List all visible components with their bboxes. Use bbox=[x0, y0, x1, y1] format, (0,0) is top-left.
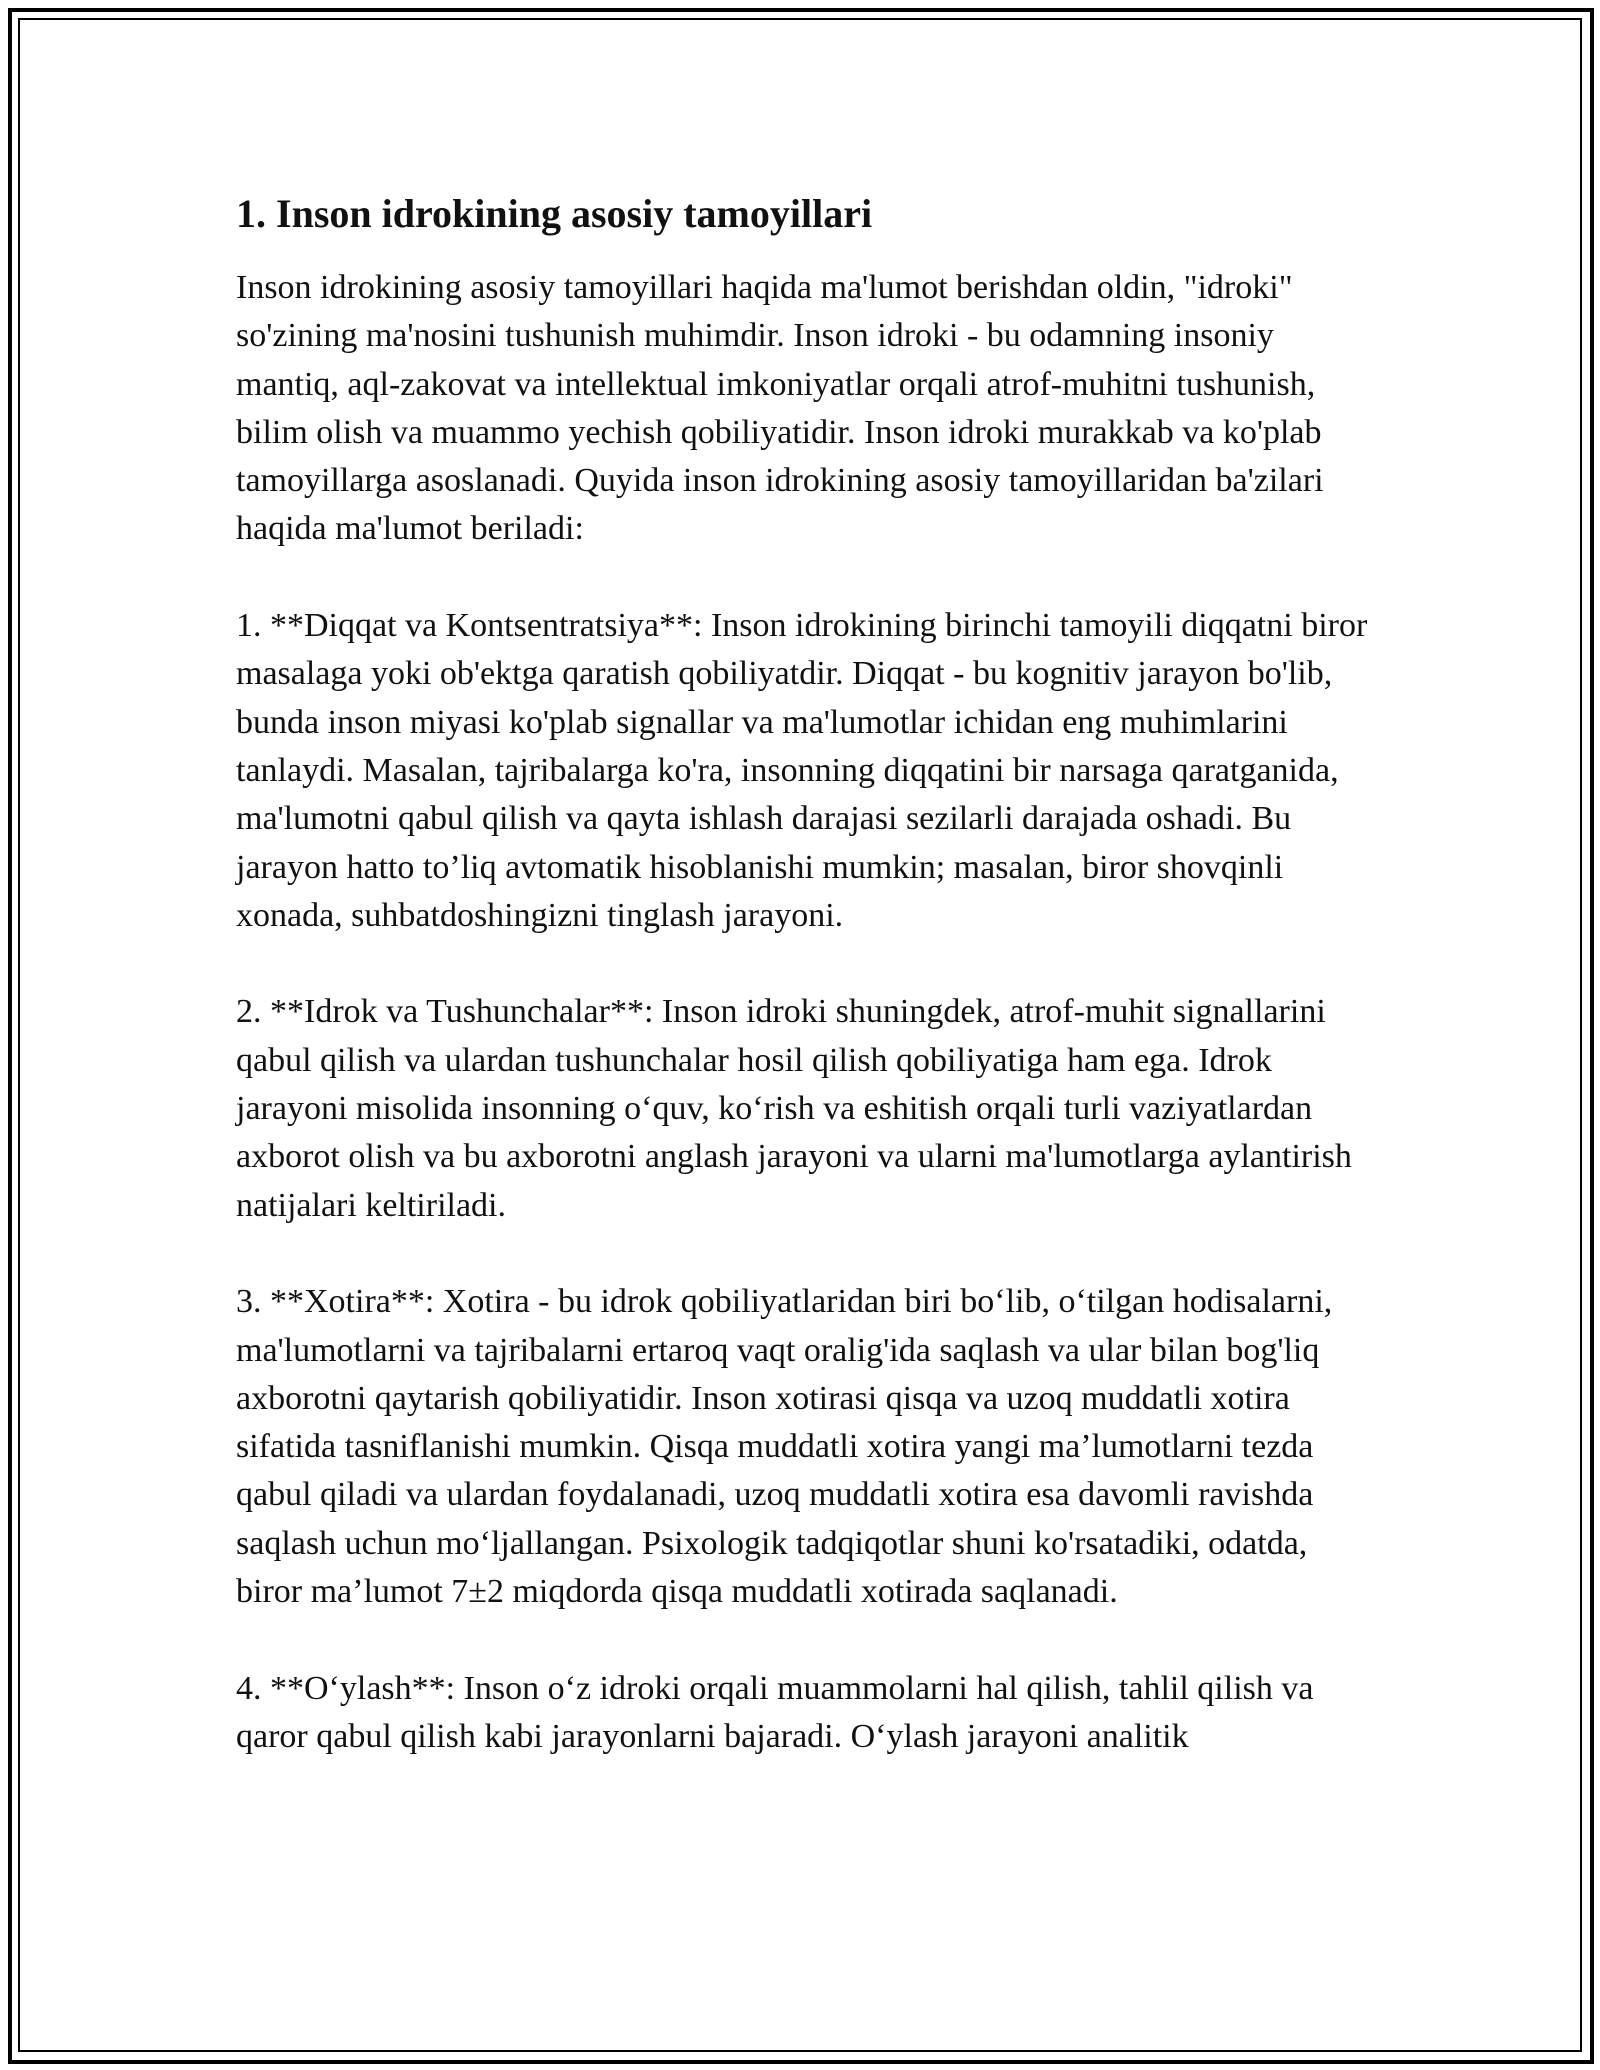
section-heading: 1. Inson idrokining asosiy tamoyillari bbox=[236, 191, 873, 236]
intro-paragraph: Inson idrokining asosiy tamoyillari haqida ma'lumot berishdan oldin, "idroki" so'zining ma'nosini tushunish muhimdir. Inson idroki - bu odamning insoniy mantiq, aql-zakovat va intellektual imkoniyatlar orqali atrof-muhitni tushunish, bilim olish va muammo yechish qobiliyatidir. Inson idroki murakkab va ko'plab tamoyillarga asoslanadi. Quyida inson idrokining asosiy tamoyillaridan ba'zilari haqida ma'lumot beriladi: bbox=[236, 269, 1324, 548]
paragraph-perception: 2. **Idrok va Tushunchalar**: Inson idroki shuningdek, atrof-muhit signallarini qabul qilish va ulardan tushunchalar hosil qilish qobiliyatiga ham ega. Idrok jarayoni misolida insonning o‘quv, ko‘rish va eshitish orqali turli vaziyatlardan axborot olish va bu axborotni anglash jarayoni va ularni ma'lumotlarga aylantirish natijalari keltiriladi. bbox=[236, 993, 1352, 1224]
paragraph-thinking: 4. **O‘ylash**: Inson o‘z idroki orqali muammolarni hal qilish, tahlil qilish va qaror qabul qilish kabi jarayonlarni bajaradi. O‘ylash jarayoni analitik bbox=[236, 1669, 1314, 1755]
document-body bbox=[236, 186, 1376, 1810]
paragraph-attention: 1. **Diqqat va Kontsentratsiya**: Inson idrokining birinchi tamoyili diqqatni biror masalaga yoki ob'ektga qaratish qobiliyatdir. Diqqat - bu kognitiv jarayon bo'lib, bunda inson miyasi ko'plab signallar va ma'lumotlar ichidan eng muhimlarini tanlaydi. Masalan, tajribalarga ko'ra, insonning diqqatini bir narsaga qaratganida, ma'lumotni qabul qilish va qayta ishlash darajasi sezilarli darajada oshadi. Bu jarayon hatto to’liq avtomatik hisoblanishi mumkin; masalan, biror shovqinli xonada, suhbatdoshingizni tinglash jarayoni. bbox=[236, 607, 1368, 934]
paragraph-memory: 3. **Xotira**: Xotira - bu idrok qobiliyatlaridan biri bo‘lib, o‘tilgan hodisalarni, ma'lumotlarni va tajribalarni ertaroq vaqt oralig'ida saqlash va ular bilan bog'liq axborotni qaytarish qobiliyatidir. Inson xotirasi qisqa va uzoq muddatli xotira sifatida tasniflanishi mumkin. Qisqa muddatli xotira yangi ma’lumotlarni tezda qabul qiladi va ulardan foydalanadi, uzoq muddatli xotira esa davomli ravishda saqlash uchun mo‘ljallangan. Psixologik tadqiqotlar shuni ko'rsatadiki, odatda, biror ma’lumot 7±2 miqdorda qisqa muddatli xotirada saqlanadi. bbox=[236, 1283, 1333, 1611]
